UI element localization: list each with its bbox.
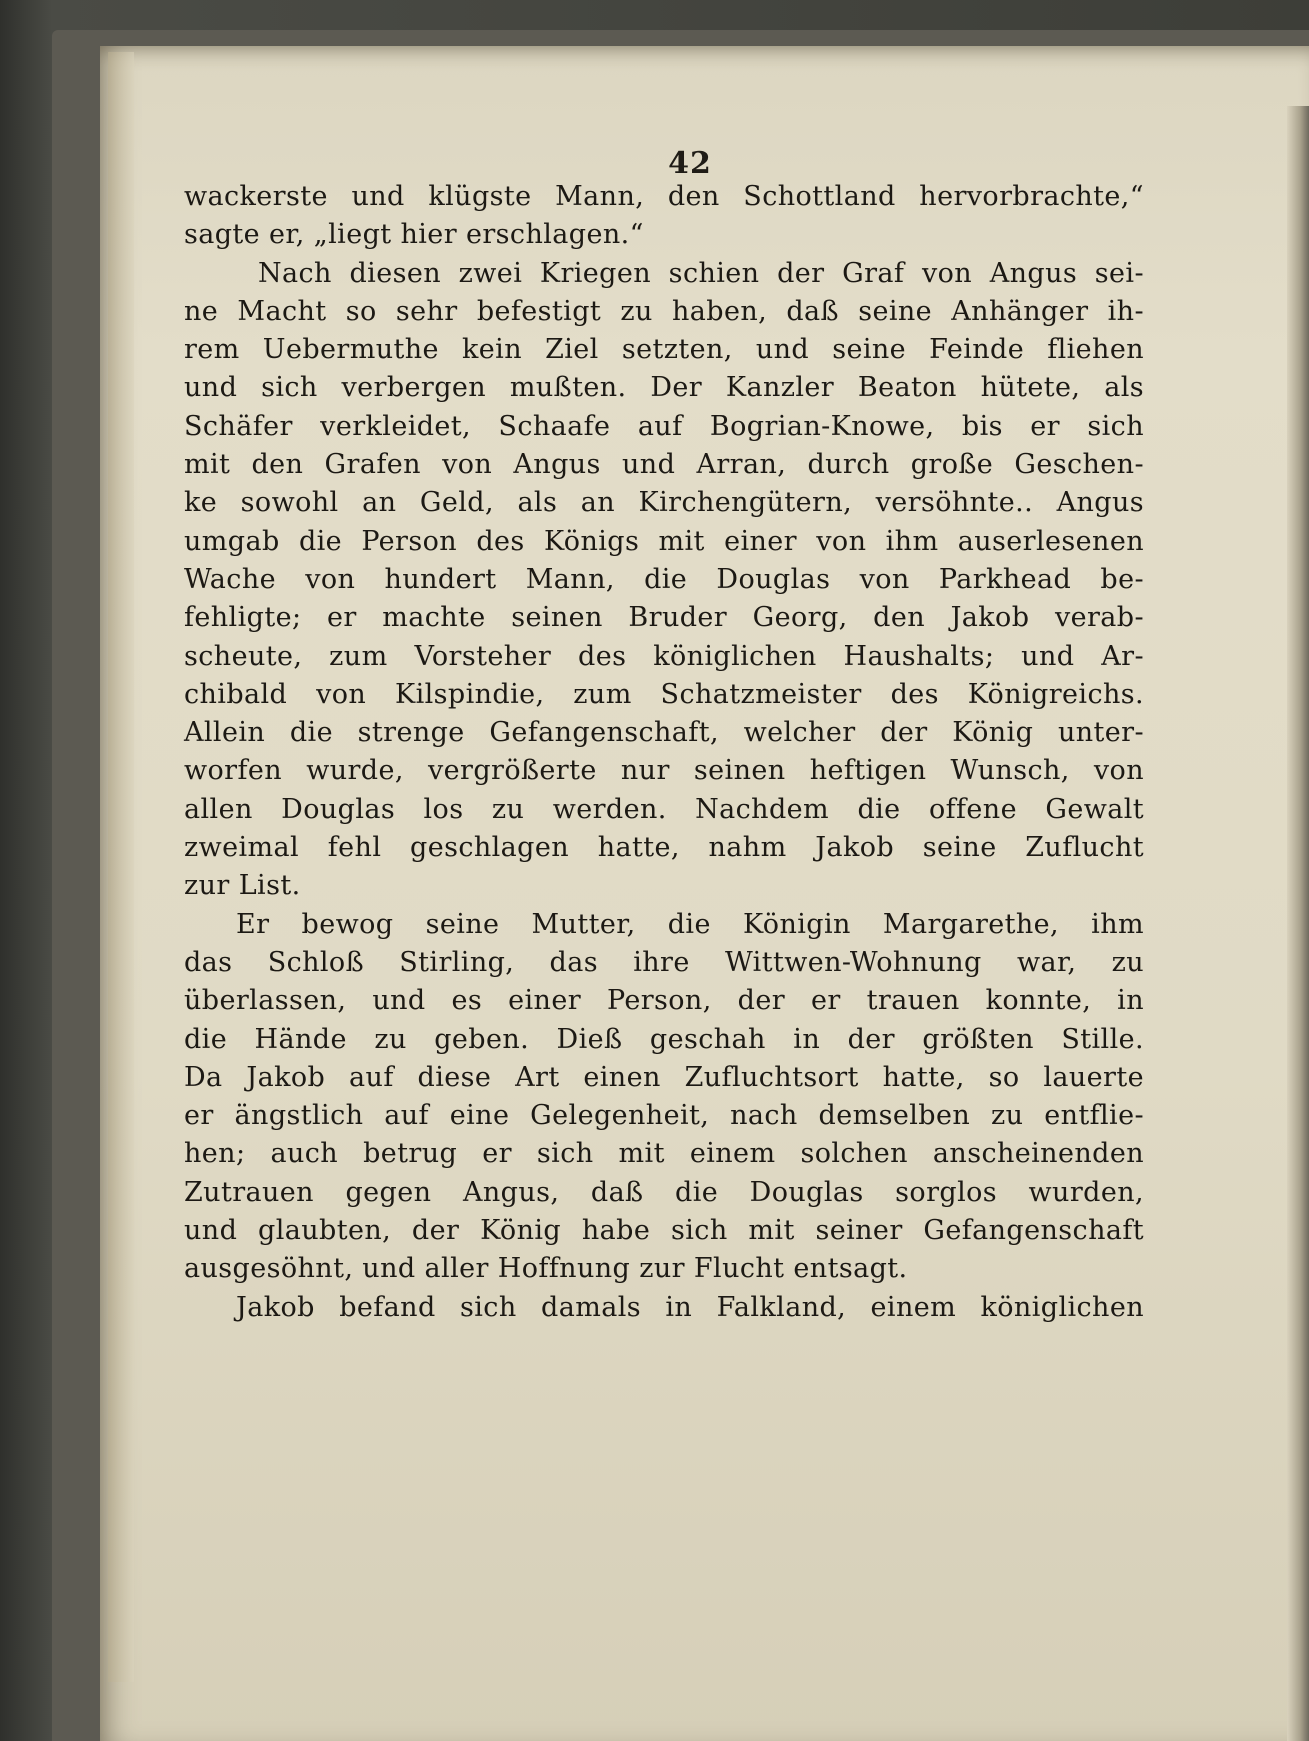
text-line: Jakob befand sich damals in Falkland, einem königlichen <box>236 1291 1144 1323</box>
page-text <box>184 178 1144 1327</box>
text-line: wackerste und klügste Mann, den Schottland hervorbrachte,“ <box>184 181 1144 212</box>
text-line: fehligte; er machte seinen Bruder Georg, den Jakob verab- <box>184 602 1144 634</box>
text-line: Nach diesen zwei Kriegen schien der Graf von Angus sei- <box>258 257 1144 289</box>
text-line: und glaubten, der König habe sich mit seiner Gefangenschaft <box>184 1215 1144 1247</box>
text-line: und sich verbergen mußten. Der Kanzler Beaton hütete, als <box>184 372 1144 404</box>
text-line: scheute, zum Vorsteher des königlichen Haushalts; und Ar- <box>184 640 1144 672</box>
text-line: hen; auch betrug er sich mit einem solchen anscheinenden <box>184 1138 1144 1170</box>
text-line: allen Douglas los zu werden. Nachdem die offene Gewalt <box>184 793 1144 825</box>
text-line: chibald von Kilspindie, zum Schatzmeister des Königreichs. <box>184 678 1144 710</box>
text-line: das Schloß Stirling, das ihre Wittwen-Wohnung war, zu <box>184 946 1144 978</box>
text-line: sagte er, „liegt hier erschlagen.“ <box>184 219 644 251</box>
text-line: Da Jakob auf diese Art einen Zufluchtsort hatte, so lauerte <box>184 1061 1144 1093</box>
text-line: ne Macht so sehr befestigt zu haben, daß seine Anhänger ih- <box>184 295 1144 327</box>
text-line: Wache von hundert Mann, die Douglas von Parkhead be- <box>184 563 1144 595</box>
text-line: umgab die Person des Königs mit einer von ihm auserlesenen <box>184 525 1144 557</box>
text-line: worfen wurde, vergrößerte nur seinen heftigen Wunsch, von <box>184 755 1144 787</box>
text-line: Er bewog seine Mutter, die Königin Margarethe, ihm <box>236 908 1144 940</box>
text-line: ausgesöhnt, und aller Hoffnung zur Flucht entsagt. <box>184 1253 908 1285</box>
text-line: zweimal fehl geschlagen hatte, nahm Jakob seine Zuflucht <box>184 832 1144 864</box>
text-line: zur List. <box>184 870 301 902</box>
page-number: 42 <box>668 146 712 181</box>
text-line: Schäfer verkleidet, Schaafe auf Bogrian-Knowe, bis er sich <box>184 410 1144 442</box>
page-edge <box>108 52 134 1682</box>
text-line: Zutrauen gegen Angus, daß die Douglas sorglos wurden, <box>184 1176 1144 1208</box>
text-line: die Hände zu geben. Dieß geschah in der größten Stille. <box>184 1023 1144 1055</box>
page-gutter <box>1287 106 1309 1741</box>
text-line: ke sowohl an Geld, als an Kirchengütern, versöhnte.. Angus <box>184 487 1144 519</box>
text-line: er ängstlich auf eine Gelegenheit, nach demselben zu entflie- <box>184 1100 1144 1132</box>
text-line: mit den Grafen von Angus und Arran, durch große Geschen- <box>184 449 1144 481</box>
text-line: rem Uebermuthe kein Ziel setzten, und seine Feinde fliehen <box>184 334 1144 366</box>
text-line: Allein die strenge Gefangenschaft, welcher der König unter- <box>184 717 1144 749</box>
text-line: überlassen, und es einer Person, der er trauen konnte, in <box>184 985 1144 1017</box>
